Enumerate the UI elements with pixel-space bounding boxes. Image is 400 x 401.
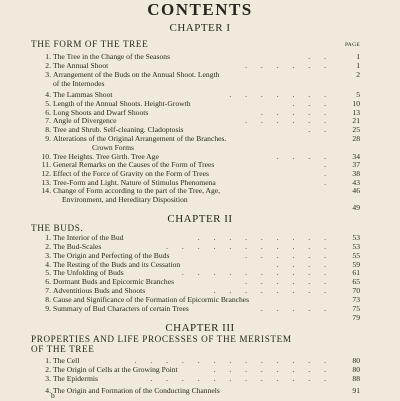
entry-text: The Annual Shoot (53, 61, 109, 70)
page-column-label: PAGE (344, 42, 360, 48)
entry-page: 37 (352, 160, 360, 169)
entry-number: 6. (45, 277, 51, 286)
entry-number: 1. (45, 356, 51, 365)
contents-title: CONTENTS (147, 0, 253, 19)
entry-page: 55 (352, 251, 360, 260)
entry-page: 38 (352, 169, 360, 178)
leader-dots: . . . . . (260, 304, 332, 313)
entry-number: 2. (45, 61, 51, 70)
entry-text: Cause and Significance of the Formation of Epicormic Branches (53, 295, 250, 304)
entry-text: The Interior of the Bud (53, 233, 124, 242)
entry-text: The Origin of Cells at the Growing Point (53, 365, 178, 374)
entry-text: The Lammas Shoot (53, 90, 113, 99)
signature-mark: b (51, 391, 55, 400)
leader-dots: . (324, 178, 332, 187)
chapter-heading: CHAPTER II (167, 213, 233, 225)
entry-page: 53 (352, 233, 360, 242)
entry-number: 9. (45, 304, 51, 313)
leader-dots: . . . . . . . . . . . (166, 242, 332, 251)
entry-page: 43 (352, 178, 360, 187)
entry-number: 3. (45, 374, 51, 383)
entry-text: The Unfolding of Buds (53, 268, 124, 277)
toc-entry-extra-page (0, 203, 400, 213)
entry-number: 8. (45, 295, 51, 304)
entry-number: 12. (41, 169, 51, 178)
entry-number: 7. (45, 116, 51, 125)
entry-page: 65 (352, 277, 360, 286)
entry-page: 53 (352, 242, 360, 251)
entry-number: 5. (45, 268, 51, 277)
entry-page: 2 (356, 70, 360, 79)
entry-page: 91 (352, 386, 360, 395)
leader-dots: . . . . . . . (229, 90, 332, 99)
entry-text: Arrangement of the Buds on the Annual Shoot. Length (53, 70, 220, 79)
entry-page: 79 (352, 313, 360, 322)
entry-number: 11. (41, 160, 51, 169)
section-title: PROPERTIES AND LIFE PROCESSES OF THE MERISTEM (31, 334, 292, 344)
entry-text: Change of Form according to the part of the Tree, Age, (53, 186, 221, 195)
entry-number: 13. (41, 178, 51, 187)
entry-text: Alterations of the Original Arrangement of the Branches. (53, 134, 227, 143)
leader-dots: . . . . (276, 152, 332, 161)
leader-dots: . (324, 160, 332, 169)
entry-page: 80 (352, 356, 360, 365)
section-title: THE FORM OF THE TREE (31, 39, 149, 49)
entry-page: 1 (356, 61, 360, 70)
leader-dots: . . (308, 125, 332, 134)
leader-dots: . . . . . . . . . (197, 233, 332, 242)
entry-text: The Epidermis (53, 374, 98, 383)
toc-entry-continuation (0, 79, 400, 89)
entry-number: 10. (41, 152, 51, 161)
leader-dots: . . . . . . . . (213, 286, 332, 295)
section-title-continued: OF THE TREE (31, 344, 95, 354)
entry-text: The Origin and Perfecting of the Buds (53, 251, 170, 260)
entry-text: Tree-Form and Light. Nature of Stimulus Phenomena (53, 178, 216, 187)
chapter-heading: CHAPTER I (169, 22, 231, 34)
entry-page: 61 (352, 268, 360, 277)
leader-dots: . . . (292, 99, 332, 108)
leader-dots: . . . . . . (245, 277, 332, 286)
entry-text: Tree and Shrub. Self-cleaning. Cladoptosis (53, 125, 184, 134)
entry-number: 2. (45, 365, 51, 374)
entry-page: 28 (352, 134, 360, 143)
entry-text-continued: of the Internodes (53, 79, 105, 88)
entry-page: 10 (352, 99, 360, 108)
entry-page: 73 (352, 295, 360, 304)
entry-text: The Origin and Formation of the Conducting Channels (53, 386, 220, 395)
entry-page: 34 (352, 152, 360, 161)
entry-text: The Tree in the Change of the Seasons (53, 52, 171, 61)
entry-number: 4. (45, 90, 51, 99)
entry-text: Long Shoots and Dwarf Shoots (53, 108, 149, 117)
entry-page: 80 (352, 365, 360, 374)
entry-text: The Bud-Scales (53, 242, 102, 251)
leader-dots: . . . . . . . . (213, 365, 332, 374)
entry-page: 1 (356, 52, 360, 61)
leader-dots: . . . . (276, 260, 332, 269)
entry-page: 59 (352, 260, 360, 269)
entry-text: Effect of the Force of Gravity on the Form of Trees (53, 169, 209, 178)
entry-number: 14. (41, 186, 51, 195)
entry-text: The Cell (53, 356, 80, 365)
entry-page: 25 (352, 125, 360, 134)
leader-dots: . . (308, 52, 332, 61)
leader-dots: . . . . . . . . . . . . . (134, 356, 332, 365)
entry-number: 2. (45, 242, 51, 251)
entry-text: Angle of Divergence (53, 116, 117, 125)
entry-text: General Remarks on the Causes of the Form of Trees (53, 160, 215, 169)
entry-page: 49 (352, 203, 360, 212)
entry-number: 1. (45, 233, 51, 242)
leader-dots: . . . . . (260, 108, 332, 117)
entry-page: 13 (352, 108, 360, 117)
entry-number: 3. (45, 251, 51, 260)
leader-dots: . . . . . . (245, 251, 332, 260)
entry-text: Length of the Annual Shoots. Height-Growth (53, 99, 191, 108)
entry-page: 46 (352, 186, 360, 195)
section-title: THE BUDS. (31, 223, 84, 233)
entry-text: Tree Heights. Tree Girth. Tree Age (53, 152, 159, 161)
entry-number: 3. (45, 70, 51, 79)
entry-number: 7. (45, 286, 51, 295)
entry-number: 5. (45, 99, 51, 108)
entry-text: The Resting of the Buds and its Cessation (53, 260, 181, 269)
entry-text: Adventitious Buds and Shoots (53, 286, 146, 295)
leader-dots: . . . . . . (245, 116, 332, 125)
entry-number: 8. (45, 125, 51, 134)
entry-page: 21 (352, 116, 360, 125)
leader-dots: . (324, 169, 332, 178)
entry-text-continued: Crown Forms (92, 143, 134, 152)
toc-entry (0, 374, 400, 384)
leader-dots: . . . . . . (245, 61, 332, 70)
entry-number: 9. (45, 134, 51, 143)
entry-number: 6. (45, 108, 51, 117)
entry-text: Dormant Buds and Epicormic Branches (53, 277, 175, 286)
entry-text: Summary of Bud Characters of certain Trees (53, 304, 189, 313)
chapter-heading: CHAPTER III (165, 322, 235, 334)
entry-number: 4. (45, 260, 51, 269)
entry-page: 5 (356, 90, 360, 99)
entry-page: 75 (352, 304, 360, 313)
leader-dots: . . . . . . . . . . (181, 268, 332, 277)
entry-page: 70 (352, 286, 360, 295)
entry-text-continued: Environment, and Hereditary Disposition (62, 195, 188, 204)
leader-dots: . . . . . . . . . . . . (150, 374, 332, 383)
entry-number: 4. (45, 386, 51, 395)
entry-page: 88 (352, 374, 360, 383)
entry-number: 1. (45, 52, 51, 61)
